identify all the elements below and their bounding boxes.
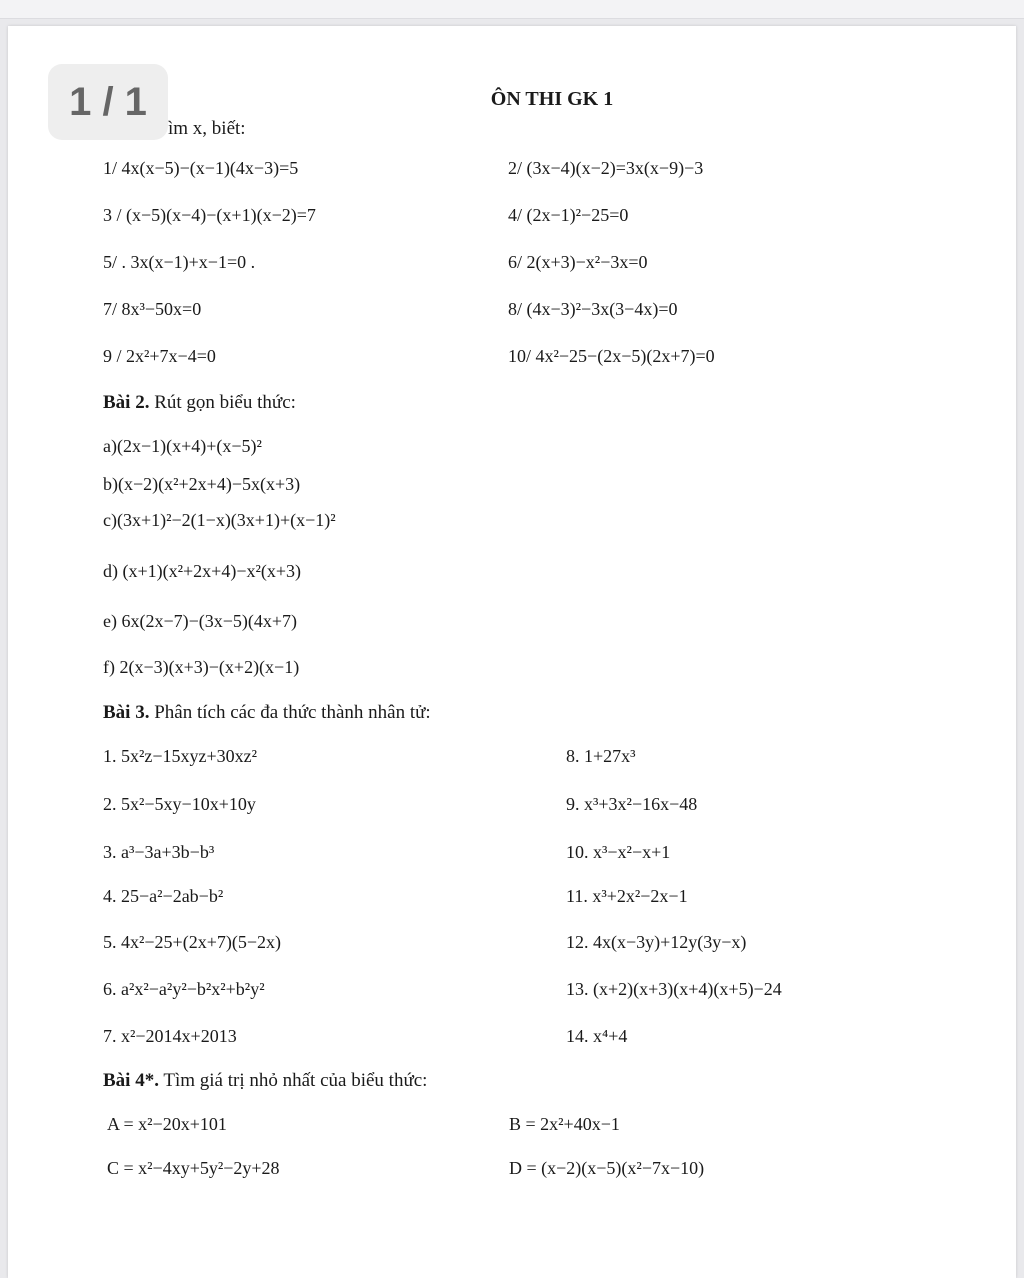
exercise-4-text: Tìm giá trị nhỏ nhất của biểu thức: [158,1070,428,1091]
exercise-2-item: b)(x−2)(x²+2x+4)−5x(x+3) [103,474,301,494]
exercise-2-label: Bài 2. [103,392,150,413]
exercise-4-item: A = x²−20x+101 [107,1114,227,1134]
exercise-3-item: 4. 25−a²−2ab−b² [103,886,224,906]
exercise-3-item: 2. 5x²−5xy−10x+10y [103,794,256,814]
exercise-1-item: 3 / (x−5)(x−4)−(x+1)(x−2)=7 [103,205,316,225]
exercise-2-item: d) (x+1)(x²+2x+4)−x²(x+3) [103,561,302,581]
exercise-4-heading [103,1070,427,1092]
exercise-2-item: e) 6x(2x−7)−(3x−5)(4x+7) [103,611,298,631]
viewer-toolbar [0,0,1024,19]
exercise-1-item: 10/ 4x²−25−(2x−5)(2x+7)=0 [508,346,715,366]
exercise-2-item: a)(2x−1)(x+4)+(x−5)² [103,436,262,456]
exercise-3-item: 1. 5x²z−15xyz+30xz² [103,746,258,766]
exercise-2-heading [103,392,296,414]
exercise-2-text: Rút gọn biểu thức: [149,392,296,413]
exercise-3-item: 6. a²x²−a²y²−b²x²+b²y² [103,979,265,999]
exercise-3-item: 13. (x+2)(x+3)(x+4)(x+5)−24 [566,979,782,999]
exercise-1-item: 9 / 2x²+7x−4=0 [103,346,216,366]
exercise-3-heading [103,702,431,724]
exercise-4-item: D = (x−2)(x−5)(x²−7x−10) [509,1158,705,1178]
document-title: ÔN THI GK 1 [490,88,614,110]
exercise-4-label: Bài 4*. [103,1070,159,1091]
exercise-4-item: C = x²−4xy+5y²−2y+28 [107,1158,280,1178]
exercise-3-item: 11. x³+2x²−2x−1 [566,886,688,906]
exercise-1-item: 1/ 4x(x−5)−(x−1)(4x−3)=5 [103,158,299,178]
exercise-4-item: B = 2x²+40x−1 [509,1114,620,1134]
exercise-3-text: Phân tích các đa thức thành nhân tử: [149,702,431,723]
exercise-3-item: 14. x⁴+4 [566,1026,628,1046]
exercise-1-item: 4/ (2x−1)²−25=0 [508,205,629,225]
exercise-2-item: c)(3x+1)²−2(1−x)(3x+1)+(x−1)² [103,510,336,530]
exercise-3-item: 12. 4x(x−3y)+12y(3y−x) [566,932,747,952]
exercise-3-item: 5. 4x²−25+(2x+7)(5−2x) [103,932,281,952]
exercise-1-item: 5/ . 3x(x−1)+x−1=0 . [103,252,256,272]
exercise-1-item: 8/ (4x−3)²−3x(3−4x)=0 [508,299,678,319]
exercise-1-intro: ìm x, biết: [168,118,246,139]
exercise-3-item: 8. 1+27x³ [566,746,636,766]
exercise-1-item: 7/ 8x³−50x=0 [103,299,202,319]
exercise-3-item: 10. x³−x²−x+1 [566,842,671,862]
exercise-1-item: 6/ 2(x+3)−x²−3x=0 [508,252,648,272]
page-indicator: 1 / 1 [48,64,168,140]
exercise-3-item: 7. x²−2014x+2013 [103,1026,237,1046]
exercise-3-item: 3. a³−3a+3b−b³ [103,842,215,862]
exercise-3-label: Bài 3. [103,702,150,723]
exercise-3-item: 9. x³+3x²−16x−48 [566,794,698,814]
exercise-1-item: 2/ (3x−4)(x−2)=3x(x−9)−3 [508,158,704,178]
exercise-2-item: f) 2(x−3)(x+3)−(x+2)(x−1) [103,657,300,677]
